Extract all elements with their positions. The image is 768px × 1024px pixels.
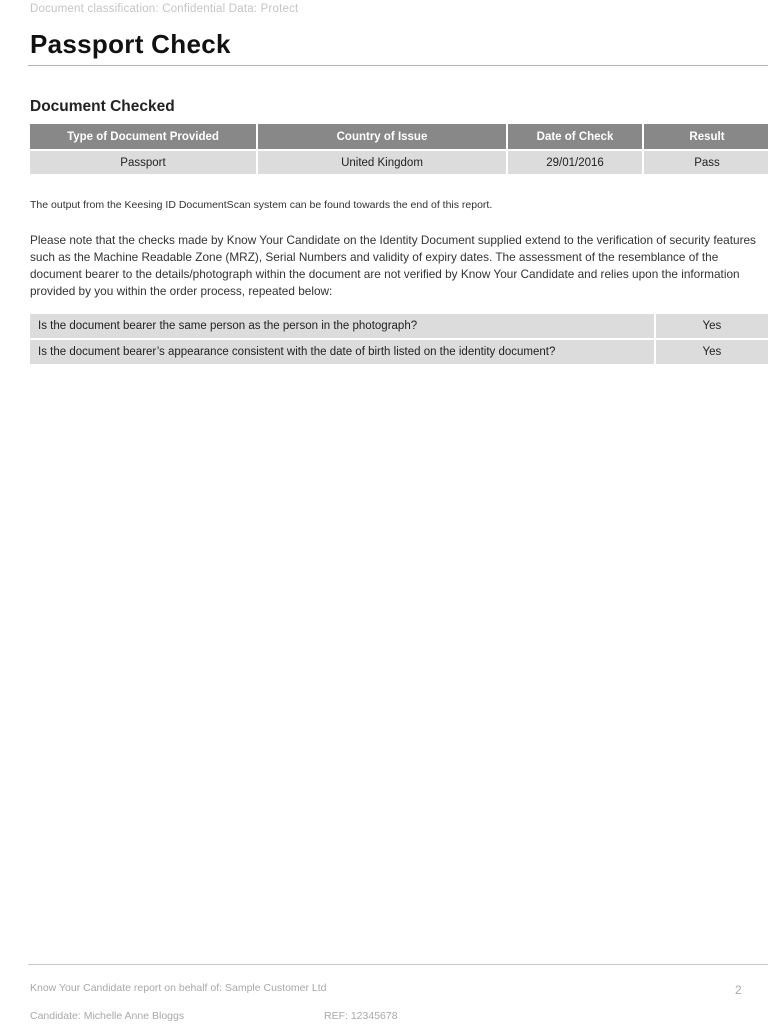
table-header-row bbox=[30, 124, 768, 149]
verification-note-paragraph: Please note that the checks made by Know Your Candidate on the Identity Document supplied extend to the verification of security features such as the Machine Readable Zone (MRZ), Serial Numbers and validity of expiry dates. The assessment of the resemblance of the document bearer to the details/photograph within the document are not verified by Know Your Candidate and relies upon the information provided by you within the order process, repeated below: bbox=[30, 233, 756, 298]
answer-cell: Yes bbox=[656, 314, 768, 338]
output-note: The output from the Keesing ID DocumentScan system can be found towards the end of this report. bbox=[30, 199, 493, 211]
footer-reference: REF: 12345678 bbox=[324, 1010, 398, 1022]
table-row bbox=[30, 340, 768, 364]
section-heading: Document Checked bbox=[30, 98, 175, 115]
column-header-result: Result bbox=[644, 124, 768, 149]
column-header-document-type: Type of Document Provided bbox=[30, 124, 256, 149]
column-header-date: Date of Check bbox=[508, 124, 642, 149]
document-checked-table bbox=[28, 122, 768, 176]
footer-divider bbox=[28, 964, 768, 965]
footer-candidate-name: Candidate: Michelle Anne Bloggs bbox=[30, 1010, 185, 1022]
result-cell: Pass bbox=[644, 151, 768, 174]
table-row bbox=[30, 314, 768, 338]
table-row bbox=[30, 151, 768, 174]
column-header-country: Country of Issue bbox=[258, 124, 506, 149]
page-number: 2 bbox=[735, 983, 742, 997]
document-classification: Document classification: Confidential Data: Protect bbox=[30, 3, 299, 15]
page-title: Passport Check bbox=[30, 29, 231, 59]
title-divider bbox=[28, 65, 768, 66]
document-type-cell: Passport bbox=[30, 151, 256, 174]
footer-report-owner: Know Your Candidate report on behalf of: Sample Customer Ltd bbox=[30, 982, 327, 994]
answer-cell: Yes bbox=[656, 340, 768, 364]
question-cell: Is the document bearer the same person as the person in the photograph? bbox=[30, 314, 654, 338]
date-cell: 29/01/2016 bbox=[508, 151, 642, 174]
country-cell: United Kingdom bbox=[258, 151, 506, 174]
question-cell: Is the document bearer’s appearance consistent with the date of birth listed on the identity document? bbox=[30, 340, 654, 364]
bearer-questions-table bbox=[28, 312, 768, 366]
